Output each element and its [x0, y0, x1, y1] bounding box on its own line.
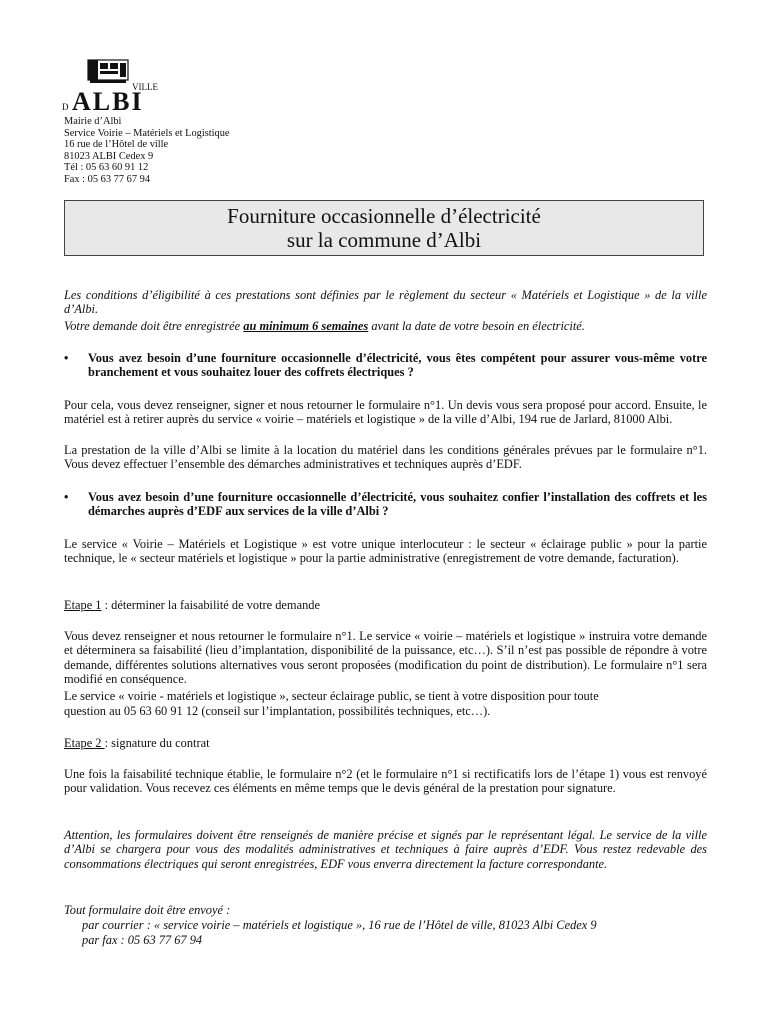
paragraph-service-scope: La prestation de la ville d’Albi se limite à la location du matériel dans les conditions générales prévues par le formulaire n°1. Vous devez effectuer l’ensemble des démarches administratives et techniques auprès d’EDF.	[64, 443, 707, 472]
contact-line: 16 rue de l’Hôtel de ville	[64, 139, 169, 151]
title-line-1: Fourniture occasionnelle d’électricité	[227, 204, 541, 228]
step-2-label: Etape 2	[64, 736, 105, 750]
bullet-text: Vous avez besoin d’une fourniture occasionnelle d’électricité, vous souhaitez confier l’installation des coffrets et les démarches auprès d’EDF aux services de la ville d’Albi ?	[88, 490, 707, 519]
send-by-fax: par fax : 05 63 77 67 94	[82, 933, 203, 947]
paragraph-contact-line-2: question au 05 63 60 91 12 (conseil sur l’implantation, possibilités techniques, etc…).	[64, 704, 491, 718]
title-line-2: sur la commune d’Albi	[286, 228, 482, 252]
step-1-heading: Etape 1 : déterminer la faisabilité de votre demande	[64, 598, 320, 612]
contact-line: Service Voirie – Matériels et Logistique	[64, 127, 230, 139]
paragraph-single-contact: Le service « Voirie – Matériels et Logistique » est votre unique interlocuteur : le secteur « éclairage public » pour la partie technique, le « secteur matériels et logistique » pour la partie administrative (enregistrement de votre demande, facturation).	[64, 537, 707, 566]
contact-line: 81023 ALBI Cedex 9	[64, 150, 154, 162]
step-1-label: Etape 1	[64, 598, 102, 612]
paragraph-contact-line-1: Le service « voirie - matériels et logistique », secteur éclairage public, se tient à votre disposition pour toute	[64, 689, 599, 703]
bullet-icon: •	[64, 490, 69, 504]
contact-line: Mairie d’Albi	[64, 116, 122, 127]
logo-big-text: ALBI	[72, 87, 144, 112]
send-heading: Tout formulaire doit être envoyé :	[64, 903, 231, 917]
send-by-mail: par courrier : « service voirie – matériels et logistique », 16 rue de l’Hôtel de ville, 81023 Albi Cedex 9	[82, 918, 597, 932]
albi-logo	[62, 56, 166, 112]
paragraph-loan-procedure: Pour cela, vous devez renseigner, signer et nous retourner le formulaire n°1. Un devis vous sera proposé pour accord. Ensuite, le matériel est à retirer auprès du service « voirie – matériels et logistique » de la ville d’Albi, 194 rue de Jarlard, 81000 Albi.	[64, 398, 707, 427]
attention-note: Attention, les formulaires doivent être renseignés de manière précise et signés par le représentant légal. Le service de la ville d’Albi se chargera pour vous des modalités administratives et techniques à faire auprès d’EDF. Vous restez redevable des consommations électriques qui seront enregistrées, EDF vous enverra directement la facture correspondante.	[64, 828, 707, 871]
bullet-icon: •	[64, 351, 69, 365]
intro-conditions: Les conditions d’éligibilité à ces prestations sont définies par le règlement du secteur « Matériels et Logistique » de la ville d’Albi.	[64, 288, 707, 317]
contact-line: Tél : 05 63 60 91 12	[64, 162, 149, 174]
paragraph-step-1: Vous devez renseigner et nous retourner le formulaire n°1. Le service « voirie – matériels et logistique » instruira votre demande et déterminera sa faisabilité (lieu d’implantation, disponibilité de la puissance, etc…). S’il n’est pas possible de répondre à votre demande, différentes solutions alternatives vous seront proposées (modification du point de distribution). Le formulaire n°1 sera modifié en conséquence.	[64, 629, 707, 687]
bullet-question-2	[64, 490, 707, 519]
bullet-text: Vous avez besoin d’une fourniture occasionnelle d’électricité, vous êtes compétent pour assurer vous-même votre branchement et vous souhaitez louer des coffrets électriques ?	[88, 351, 707, 380]
logo-small-text: VILLE	[132, 82, 158, 92]
logo-prefix: D	[62, 102, 69, 112]
intro-deadline: Votre demande doit être enregistrée au minimum 6 semaines avant la date de votre besoin en électricité.	[64, 319, 585, 333]
bullet-question-1	[64, 351, 707, 380]
contact-block	[64, 116, 230, 186]
step-2-heading: Etape 2 : signature du contrat	[64, 736, 210, 750]
contact-line: Fax : 05 63 77 67 94	[64, 173, 151, 185]
title-box	[64, 200, 704, 256]
paragraph-step-2: Une fois la faisabilité technique établie, le formulaire n°2 (et le formulaire n°1 si rectificatifs lors de l’étape 1) vous est renvoyé pour validation. Vous recevez ces éléments en même temps que le devis général de la prestation pour signature.	[64, 767, 707, 796]
deadline-emphasis: au minimum 6 semaines	[243, 319, 369, 333]
